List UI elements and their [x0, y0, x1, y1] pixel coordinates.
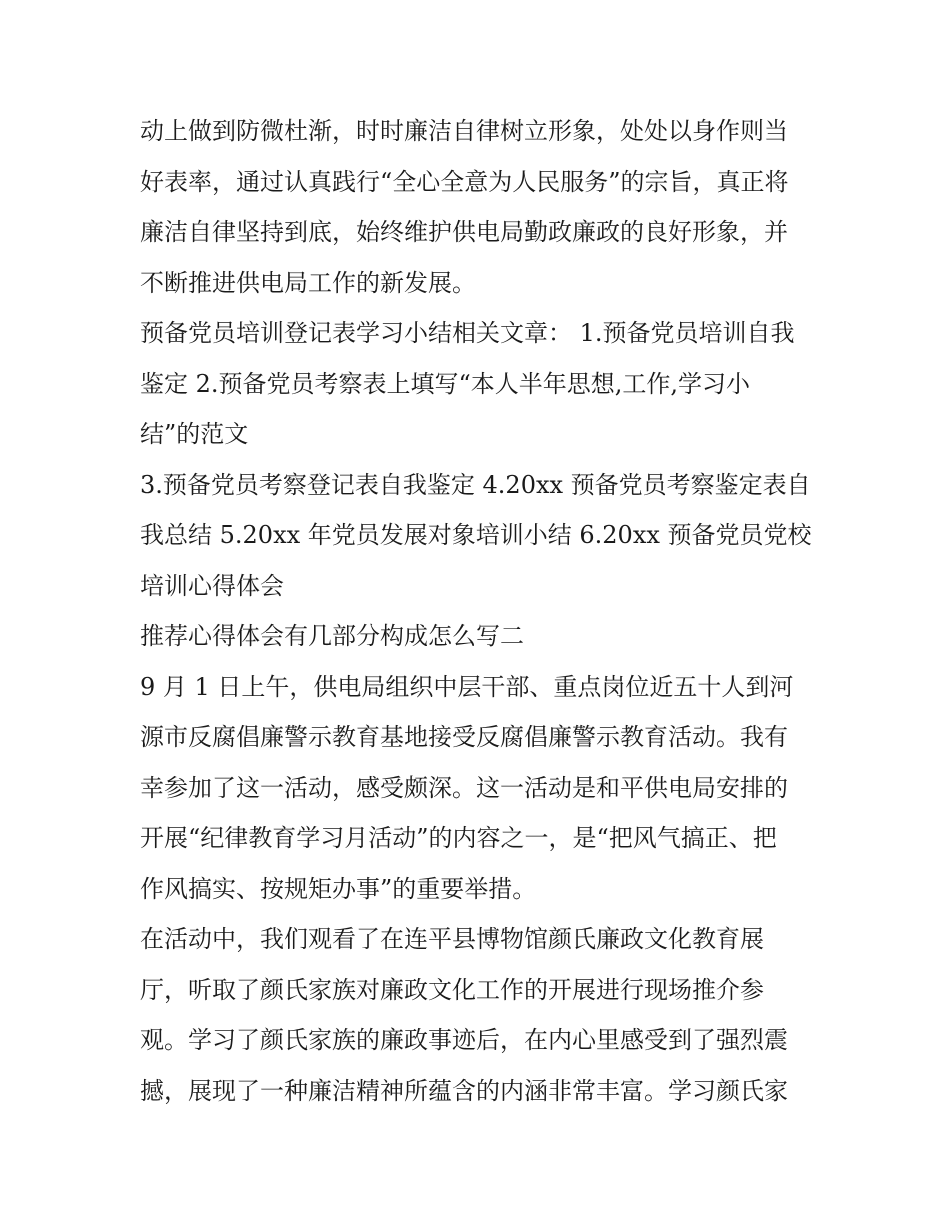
text-line: 9 月 1 日上午，供电局组织中层干部、重点岗位近五十人到河 — [140, 672, 794, 701]
text-line: 好表率，通过认真践行“全心全意为人民服务”的宗旨，真正将 — [140, 167, 789, 196]
text-line: 预备党员培训登记表学习小结相关文章： 1.预备党员培训自我 — [140, 319, 795, 347]
text-line: 鉴定 2.预备党员考察表上填写“本人半年思想,工作,学习小 — [140, 369, 751, 398]
text-line: 动上做到防微杜渐，时时廉洁自律树立形象，处处以身作则当 — [140, 117, 788, 145]
text-line: 厅，听取了颜氏家族对廉政文化工作的开展进行现场推介参 — [140, 975, 764, 1004]
text-line: 幸参加了这一活动，感受颇深。这一活动是和平供电局安排的 — [140, 773, 788, 802]
text-line: 廉洁自律坚持到底，始终维护供电局勤政廉政的良好形象，并 — [140, 218, 788, 246]
text-line: 开展“纪律教育学习月活动”的内容之一，是“把风气搞正、把 — [140, 824, 777, 852]
text-line: 源市反腐倡廉警示教育基地接受反腐倡廉警示教育活动。我有 — [140, 723, 788, 751]
text-line: 推荐心得体会有几部分构成怎么写二 — [140, 622, 524, 650]
text-line: 我总结 5.20xx 年党员发展对象培训小结 6.20xx 预备党员党校 — [140, 521, 812, 549]
text-line: 培训心得体会 — [140, 571, 284, 600]
text-line: 3.预备党员考察登记表自我鉴定 4.20xx 预备党员考察鉴定表自 — [140, 470, 811, 499]
text-line: 作风搞实、按规矩办事”的重要举措。 — [140, 874, 537, 903]
text-line: 不断推进供电局工作的新发展。 — [140, 268, 476, 297]
text-line: 撼，展现了一种廉洁精神所蕴含的内涵非常丰富。学习颜氏家 — [140, 1076, 788, 1105]
text-line: 在活动中，我们观看了在连平县博物馆颜氏廉政文化教育展 — [140, 925, 764, 953]
text-line: 观。学习了颜氏家族的廉政事迹后，在内心里感受到了强烈震 — [140, 1026, 788, 1054]
document-body — [140, 106, 820, 1116]
text-line: 结”的范文 — [140, 420, 249, 448]
